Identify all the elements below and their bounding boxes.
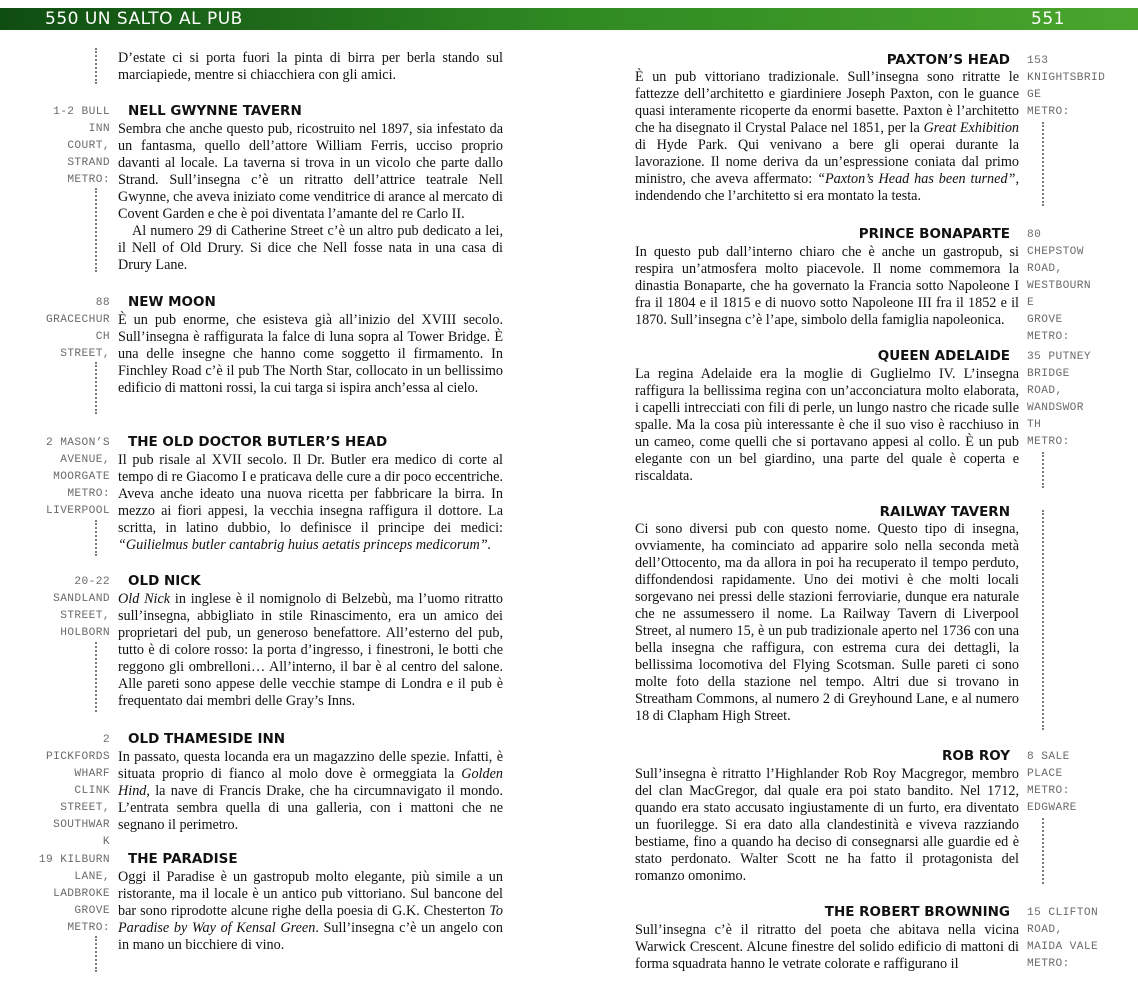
header-band-left — [0, 8, 569, 30]
entry-body: È un pub enorme, che esisteva già all’inizio del XVIII secolo. Sull’insegna è raffigurata la falce di luna sopra al Tower Bridge. È una delle insegne che hanno come soggetto il firmamento. In Finchley Road c’è il pub The North Star, collocato in un bellissimo edificio di mattoni rossi, la cui targa si ispira anch’essa al cielo. — [118, 312, 503, 396]
dotted-rule — [95, 642, 97, 712]
entry-address: 20-22 SANDLAND STREET, HOLBORN — [53, 576, 110, 639]
dotted-rule — [95, 48, 97, 84]
entry-address: 8 SALE PLACE METRO: EDGWARE — [1027, 751, 1077, 814]
left-page-header: 550 UN SALTO AL PUB — [45, 9, 243, 29]
entry-address: 15 CLIFTON ROAD, MAIDA VALE METRO: — [1027, 907, 1099, 970]
entry-address: 2 PICKFORDS WHARF CLINK STREET, SOUTHWAR K — [45, 734, 110, 848]
entry-body: Oggi il Paradise è un gastropub molto elegante, più simile a un ristorante, ma il locale è un antico pub vittoriano. Sul bancone del bar sono riprodotte alcune righe della poesia di G.K. Chesterton To Paradise by Way of Kensal Green. Sull’insegna c’è un angelo con in mano un bicchiere di vino. — [118, 869, 503, 953]
entry-title: THE ROBERT BROWNING — [824, 904, 1010, 920]
entry-title: PAXTON’S HEAD — [886, 52, 1010, 68]
dotted-rule — [1042, 510, 1044, 730]
entry-body: In passato, questa locanda era un magazzino delle spezie. Infatti, è situata proprio di fianco al molo dove è ormeggiata la Golden Hind, la nave di Francis Drake, che ha circumnavigato il mondo. L’entrata sembra quella di una galleria, con i mattoni che ne segnano il perimetro. — [118, 749, 503, 833]
entry-title: THE PARADISE — [128, 851, 238, 867]
entry-address: 88 GRACECHUR CH STREET, — [45, 297, 110, 360]
header-band-right — [569, 8, 1138, 30]
entry-title: RAILWAY TAVERN — [879, 504, 1010, 520]
entry-body: Sull’insegna è ritratto l’Highlander Rob Roy Macgregor, membro del clan MacGregor, dal quale era poi stato bandito. Nel 1712, quando era stato accusato ingiustamente di un furto, era diventato un fuorilegge. Si era dato alla clandestinità e viveva razziando bestiame, fino a quando ha deciso di consegnarsi alle guardie ed è stato perdonato. Walter Scott ne ha fatto il protagonista del romanzo omonimo. — [635, 766, 1019, 884]
entry-body: La regina Adelaide era la moglie di Guglielmo IV. L’insegna raffigura la bellissima regina con un’acconciatura molto elaborata, i capelli intrecciati con fili di perle, un lungo nastro che ricade sulle spalle. Ma la cosa più interessante è che il suo viso è racchiuso in un cameo, come quelli che si portavano appesi al collo. È un pub elegante con un bel giardino, una parte del quale è coperta e riscaldata. — [635, 366, 1019, 484]
dotted-rule — [95, 362, 97, 414]
entry-title: QUEEN ADELAIDE — [877, 348, 1010, 364]
right-page — [569, 0, 1138, 996]
entry-title: THE OLD DOCTOR BUTLER’S HEAD — [128, 434, 388, 450]
dotted-rule — [1042, 122, 1044, 206]
dotted-rule — [1042, 452, 1044, 488]
right-page-number: 551 — [1031, 9, 1065, 29]
entry-title: OLD NICK — [128, 573, 201, 589]
entry-body: Sull’insegna c’è il ritratto del poeta che abitava nella vicina Warwick Crescent. Alcune finestre del solido edificio di mattoni di forma squadrata hanno le vetrate colorate e raffigurano il — [635, 922, 1019, 972]
entry-title: NEW MOON — [128, 294, 216, 310]
intro-text: D’estate ci si porta fuori la pinta di birra per berla stando sul marciapiede, mentre si chiacchiera con gli amici. — [118, 50, 503, 83]
entry-address: 19 KILBURN LANE, LADBROKE GROVE METRO: — [38, 854, 110, 934]
entry-body: È un pub vittoriano tradizionale. Sull’insegna sono ritratte le fattezze dell’architetto e giardiniere Joseph Paxton, con le guance quasi interamente ricoperte da enormi basette. Paxton è l’architetto che ha disegnato il Crystal Palace nel 1851, per la Great Exhibition di Hyde Park. Qui venivano a bere gli operai durante la lavorazione. Il nome deriva da un’espressione coniata dal primo ministro, che aveva affermato: “Paxton’s Head has been turned”, indendendo che l’architetto si era montato la testa. — [635, 69, 1020, 204]
entry-title: PRINCE BONAPARTE — [858, 226, 1010, 242]
entry-body: Il pub risale al XVII secolo. Il Dr. Butler era medico di corte al tempo di re Giacomo I e praticava delle cure a dir poco eccentriche. Aveva anche ideato una nuova ricetta per fabbricare la birra. In mezzo ai fiori appesi, la vecchia insegna raffigura il dottore. La scritta, in latino dubbio, lo definisce il principe dei medici: “Guilielmus butler cantabrig huius aetatis princeps medicorum”. — [118, 452, 503, 553]
entry-address: 2 MASON’S AVENUE, MOORGATE METRO: LIVERPOOL — [45, 437, 110, 517]
dotted-rule — [95, 188, 97, 272]
entry-title: ROB ROY — [941, 748, 1010, 764]
dotted-rule — [95, 520, 97, 556]
dotted-rule — [1042, 818, 1044, 884]
entry-body: Old Nick in inglese è il nomignolo di Belzebù, ma l’uomo ritratto sull’insegna, abbigliato in stile Rinascimento, era un amico dei proprietari del pub, un generoso benefattore. All’esterno del pub, tutto è di colore rosso: la porta d’ingresso, i finestroni, le botti che reggono gli ombrelloni… All’interno, il bar è al centro del salone. Alle pareti sono appese delle vecchie stampe di Londra e il pub è frequentato dai membri delle Gray’s Inns. — [118, 591, 504, 709]
dotted-rule — [95, 936, 97, 972]
entry-address: 35 PUTNEY BRIDGE ROAD, WANDSWOR TH METRO: — [1027, 351, 1092, 448]
entry-body: Sembra che anche questo pub, ricostruito nel 1897, sia infestato da un fantasma, quello dell’attore William Ferris, ucciso proprio davanti al locale. La taverna si trova in un vicolo che parte dallo Strand. Sull’insegna c’è un ritratto dell’attrice teatrale Nell Gwynne, che aveva iniziato come venditrice di arance al mercato di Covent Garden e che è poi diventata l’amante del re Carlo II. Al numero 29 di Catherine Street c’è un altro pub dedicato a lei, il Nell of Old Drury. Si dice che Nell fosse nata in una casa di Drury Lane. — [118, 121, 503, 273]
entry-address: 1-2 BULL INN COURT, STRAND METRO: — [53, 106, 110, 186]
entry-body: Ci sono diversi pub con questo nome. Questo tipo di insegna, ovviamente, ha cominciato ad apparire solo nella seconda metà dell’Ottocento, ma da allora in poi ha recuperato il tempo perduto, diffondendosi rapidamente. Uno dei motivi è che molti locali sorgevano nei pressi delle stazioni ferroviarie, dunque era naturale che ne assumessero il nome. La Railway Tavern di Liverpool Street, al numero 15, è un pub tradizionale aperto nel 1736 con una bella insegna che raffigura, con estrema cura dei dettagli, la bellissima locomotiva del Flying Scotsman. Sulle pareti ci sono molte foto della stazione nel tempo. Altri due si trovano in Streatham Commons, al numero 2 di Greyhound Lane, e al numero 18 di Clapham High Street. — [635, 521, 1019, 724]
entry-title: NELL GWYNNE TAVERN — [128, 103, 302, 119]
entry-address: 80 CHEPSTOW ROAD, WESTBOURN E GROVE METRO: — [1027, 229, 1092, 343]
entry-body: In questo pub dall’interno chiaro che è anche un gastropub, si respira un’atmosfera molto piacevole. Il nome commemora la dinastia Bonaparte, che ha governato la Francia sotto Napoleone I fra il 1804 e il 1815 e di nuovo sotto Napoleone III fra il 1852 e il 1870. Sull’insegna c’è l’ape, simbolo della famiglia napoleonica. — [635, 244, 1019, 328]
entry-address: 153 KNIGHTSBRID GE METRO: — [1027, 55, 1106, 118]
entry-title: OLD THAMESIDE INN — [128, 731, 286, 747]
